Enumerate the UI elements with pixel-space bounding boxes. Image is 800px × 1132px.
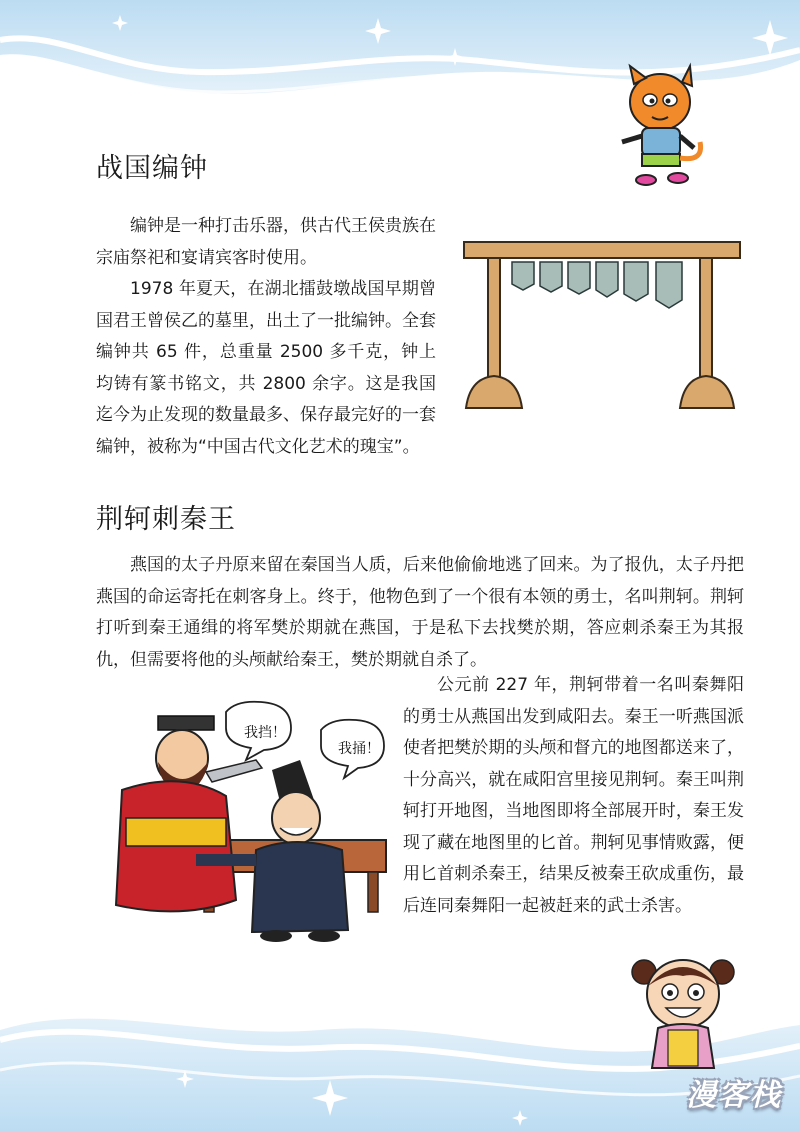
jingke-paragraph-1-text: 燕国的太子丹原来留在秦国当人质，后来他偷偷地逃了回来。为了报仇，太子丹把燕国的命运寄托在刺客身上。终于，他物色到了一个很有本领的勇士，名叫荆轲。荆轲打听到秦王通缉的将军樊於期就在燕国，于是私下去找樊於期，答应刺杀秦王为其报仇，但需要将他的头颅献给秦王，樊於期就自杀了。 <box>96 555 744 670</box>
section-title-bianzhong: 战国编钟 <box>96 153 208 184</box>
jingke-paragraph-1 <box>96 550 744 676</box>
jingke-paragraph-2 <box>403 670 744 922</box>
jingke-paragraph-2-text: 公元前 227 年，荆轲带着一名叫秦舞阳的勇士从燕国出发到咸阳去。秦王一听燕国派使者把樊於期的头颅和督亢的地图都送来了，十分高兴，就在咸阳宫里接见荆轲。秦王叫荆轲打开地图，当地图即将全部展开时，秦王发现了藏在地图里的匕首。荆轲见事情败露，便用匕首刺杀秦王，结果反被秦王砍成重伤，最后连同秦舞阳一起被赶来的武士杀害。 <box>403 675 744 916</box>
jingke-assassination-illustration <box>86 700 396 945</box>
speech-bubble-right: 我捅！ <box>338 741 380 757</box>
speech-bubble-left: 我挡！ <box>244 725 286 741</box>
bianzhong-text <box>96 211 436 463</box>
section-title-jingke: 荆轲刺秦王 <box>96 504 236 535</box>
bianzhong-paragraph-1: 编钟是一种打击乐器，供古代王侯贵族在宗庙祭祀和宴请宾客时使用。 <box>96 216 436 268</box>
watermark-text: 漫客栈 <box>686 1078 782 1113</box>
girl-character-illustration <box>628 950 738 1080</box>
bianzhong-paragraph-2: 1978 年夏天，在湖北擂鼓墩战国早期曾国君王曾侯乙的墓里，出土了一批编钟。全套编钟共 65 件，总重量 2500 多千克，钟上均铸有篆书铭文，共 2800 余字。这是我国迄今为止发现的数量最多、保存最完好的一套编钟，被称为“中国古代文化艺术的瑰宝”。 <box>96 279 436 457</box>
watermark-logo <box>686 1070 782 1114</box>
bianzhong-bells-illustration <box>460 238 742 416</box>
cat-character-illustration <box>612 62 712 192</box>
